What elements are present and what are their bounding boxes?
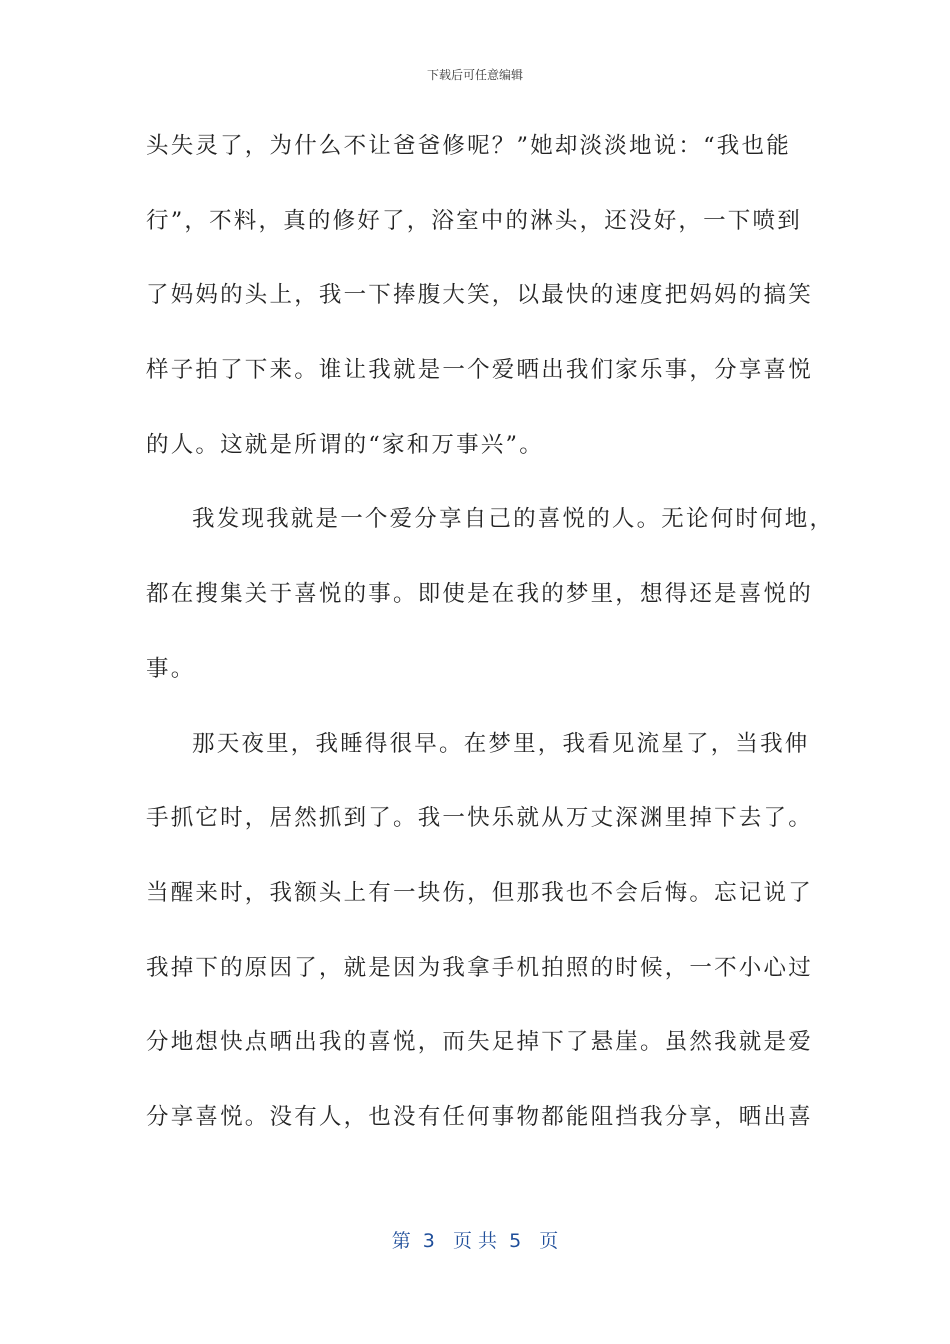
page-number-footer: 第 3 页 共 5 页 [391, 1230, 559, 1252]
text-line: 当醒来时，我额头上有一块伤，但那我也不会后悔。忘记说了 [146, 879, 813, 906]
text-line: 手抓它时，居然抓到了。我一快乐就从万丈深渊里掉下去了。 [146, 805, 813, 832]
paragraph-start-line: 我发现我就是一个爱分享自己的喜悦的人。无论何时何地， [192, 506, 835, 533]
text-line: 分享喜悦。没有人，也没有任何事物都能阻挡我分享，晒出喜 [146, 1103, 813, 1130]
text-line: 了妈妈的头上，我一下捧腹大笑，以最快的速度把妈妈的搞笑 [146, 282, 813, 309]
text-line: 分地想快点晒出我的喜悦，而失足掉下了悬崖。虽然我就是爱 [146, 1029, 813, 1056]
text-line: 头失灵了，为什么不让爸爸修呢？”她却淡淡地说：“我也能 [146, 133, 791, 159]
text-line: 我掉下的原因了，就是因为我拿手机拍照的时候，一不小心过 [146, 954, 813, 981]
text-line: 的人。这就是所谓的“家和万事兴”。 [146, 431, 544, 458]
text-line: 事。 [146, 655, 196, 682]
paragraph-start-line: 那天夜里，我睡得很早。在梦里，我看见流星了，当我伸 [192, 730, 810, 757]
text-line: 都在搜集关于喜悦的事。即使是在我的梦里，想得还是喜悦的 [146, 581, 813, 608]
document-body [146, 124, 835, 1170]
text-line: 样子拍了下来。谁让我就是一个爱晒出我们家乐事，分享喜悦 [146, 357, 813, 384]
text-line: 行”，不料，真的修好了，浴室中的淋头，还没好，一下喷到 [146, 207, 802, 234]
header-note: 下载后可任意编辑 [426, 68, 523, 82]
